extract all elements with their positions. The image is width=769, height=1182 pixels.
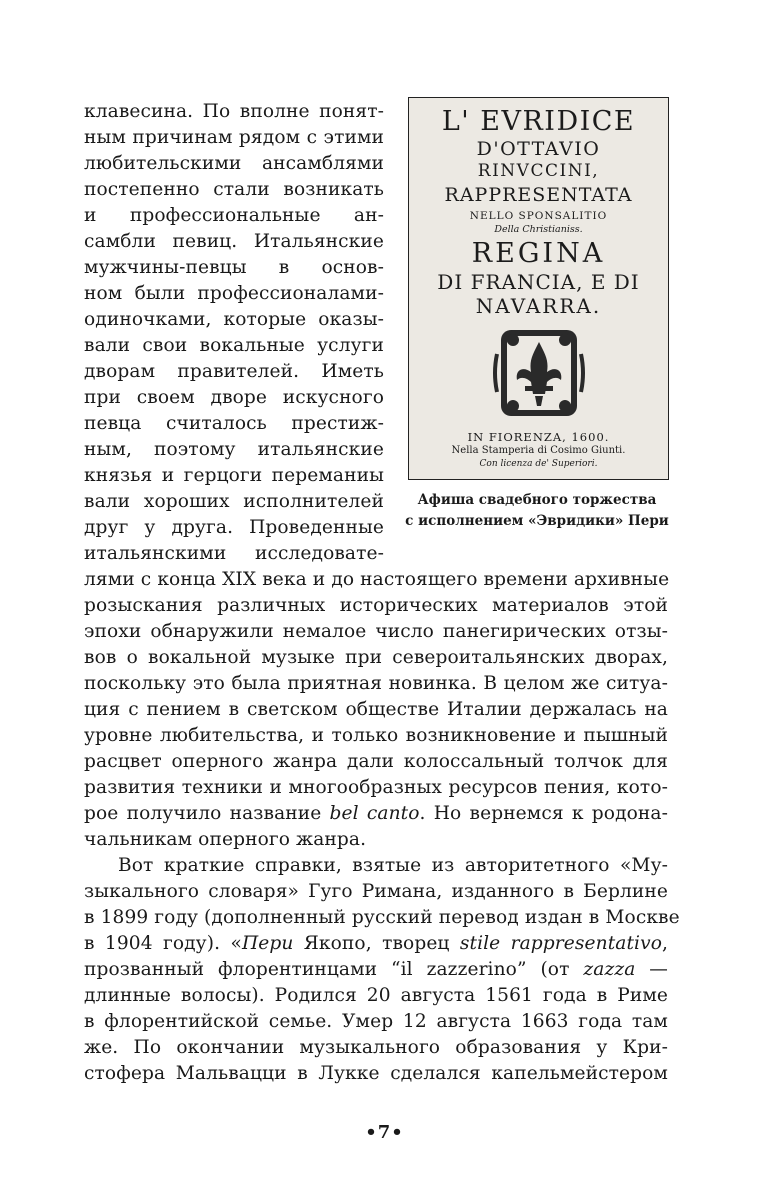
body-line: ном были профессионалами- <box>84 283 384 304</box>
body-line: постепенно стали возникать <box>84 179 384 200</box>
body-line: эпохи обнаружили немалое число панегирических отзы- <box>84 621 668 642</box>
body-line: вали хороших исполнителей <box>84 491 384 512</box>
poster-imprint-city: IN FIORENZA, 1600. <box>467 430 610 444</box>
italic-term: Пери <box>241 933 294 954</box>
body-line-peri <box>84 931 668 957</box>
text-run: — <box>635 959 668 980</box>
body-line: одиночками, которые оказы- <box>84 309 384 330</box>
poster-sponsalitio: NELLO SPONSALITIO <box>469 210 608 222</box>
body-line: вали свои вокальные услуги <box>84 335 384 356</box>
body-line-bel-canto <box>84 801 668 827</box>
body-line: и профессиональные ан- <box>84 205 384 226</box>
body-line: же. По окончании музыкального образования у Кри- <box>84 1037 668 1058</box>
body-line: зыкального словаря» Гуго Римана, изданного в Берлине <box>84 881 668 902</box>
body-line: чальникам оперного жанра. <box>84 829 367 850</box>
text-run: Якопо, творец <box>293 933 460 954</box>
italic-term: bel canto <box>329 803 420 824</box>
body-line: ция с пением в светском обществе Италии держалась на <box>84 699 668 720</box>
body-line: длинные волосы). Родился 20 августа 1561 года в Риме <box>84 985 668 1006</box>
body-line: развития техники и многообразных ресурсов пения, кото- <box>84 777 668 798</box>
poster-imprint-press: Nella Stamperia di Cosimo Giunti. <box>451 445 626 456</box>
poster-imprint-licence: Con licenza de' Superiori. <box>479 459 598 469</box>
body-line: в 1899 году (дополненный русский перевод издан в Москве <box>84 907 680 928</box>
text-run: прозванный флорентинцами “il zazzerino” (от <box>84 959 584 980</box>
figure-caption-line1: Афиша свадебного торжества <box>417 492 657 508</box>
body-line: ным причинам рядом с этими <box>84 127 384 148</box>
figure-caption-line2: с исполнением «Эвридики» Пери <box>405 513 669 529</box>
body-line: расцвет оперного жанра дали колоссальный толчок для <box>84 751 668 772</box>
body-line: в флорентийской семье. Умер 12 августа 1663 года там <box>84 1011 668 1032</box>
body-line: лями с конца XIX века и до настоящего времени архивные <box>84 569 670 590</box>
italic-term: stile rappresentativo <box>459 933 662 954</box>
poster-francia: DI FRANCIA, E DI <box>437 270 640 294</box>
body-line: уровне любительства, и только возникновение и пышный <box>84 725 668 746</box>
poster-title: L' EVRIDICE <box>441 106 636 137</box>
body-line: певца считалось престиж- <box>84 413 384 434</box>
body-line: поскольку это была приятная новинка. В целом же ситуа- <box>84 673 668 694</box>
body-line: итальянскими исследовате- <box>84 543 384 564</box>
body-line: клавесина. По вполне понят- <box>84 101 384 122</box>
body-line: стофера Мальвацци в Лукке сделался капельмейстером <box>84 1063 668 1084</box>
body-line-zazza <box>84 957 668 983</box>
fleur-de-lis-emblem-icon <box>493 324 585 422</box>
poster-regina: REGINA <box>471 238 606 269</box>
text-run: , <box>662 933 669 954</box>
body-line: друг у друга. Проведенные <box>84 517 384 538</box>
text-run: в 1904 году). « <box>84 933 242 954</box>
text-run: . Но вернемся к родона- <box>419 803 668 824</box>
poster-image <box>408 97 669 480</box>
poster-navarra: NAVARRA. <box>475 294 602 318</box>
body-line: при своем дворе искусного <box>84 387 384 408</box>
poster-author-line1: D'OTTAVIO <box>476 138 601 160</box>
body-line: розыскания различных исторических материалов этой <box>84 595 668 616</box>
body-line: мужчины-певцы в основ- <box>84 257 384 278</box>
body-line: самбли певиц. Итальянские <box>84 231 384 252</box>
body-line: Вот краткие справки, взятые из авторитетного «Му- <box>118 855 668 876</box>
text-run: рое получило название <box>84 803 330 824</box>
body-line: ным, поэтому итальянские <box>84 439 384 460</box>
body-line: дворам правителей. Иметь <box>84 361 384 382</box>
page-number: •7• <box>365 1122 404 1143</box>
poster-author-line2: RINVCCINI, <box>477 161 600 181</box>
body-line: вов о вокальной музыке при североитальянских дворах, <box>84 647 668 668</box>
body-line: князья и герцоги переманиы <box>84 465 384 486</box>
poster-christianiss: Della Christianiss. <box>494 224 583 235</box>
body-line: любительскими ансамблями <box>84 153 384 174</box>
poster-rappresentata: RAPPRESENTATA <box>444 184 633 206</box>
italic-term: zazza <box>583 959 636 980</box>
